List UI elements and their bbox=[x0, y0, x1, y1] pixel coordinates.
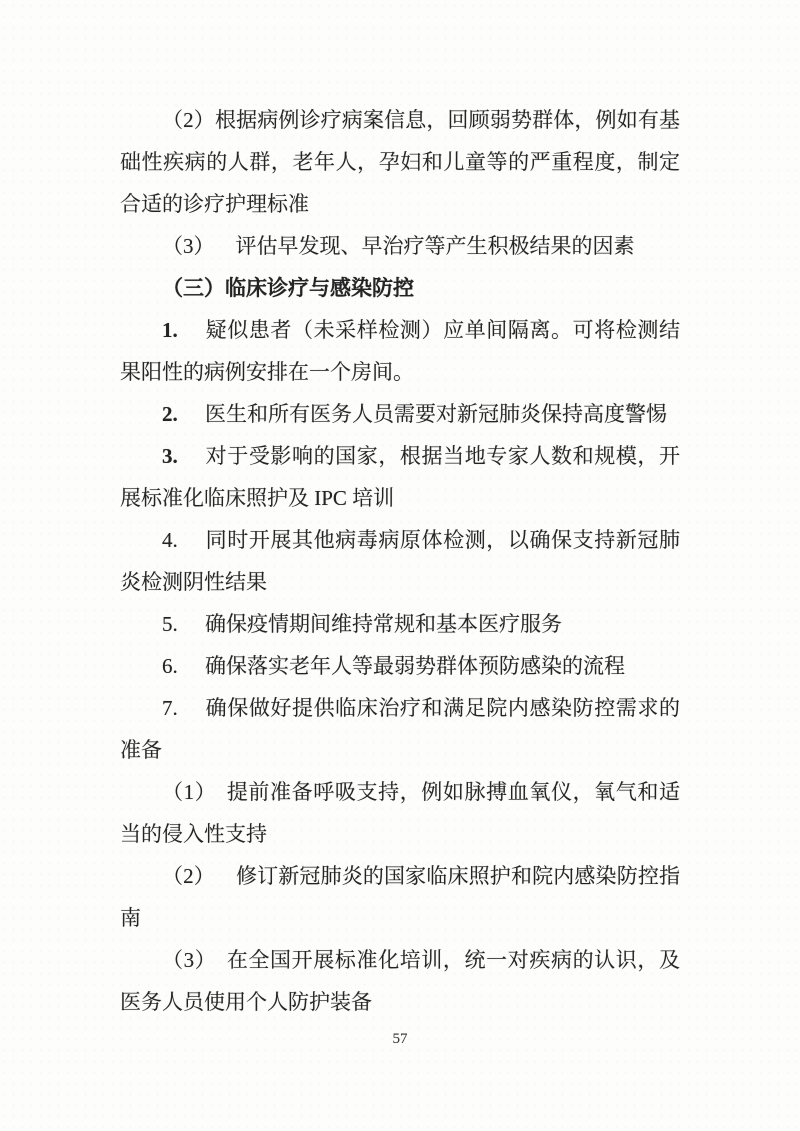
list-marker: （2） bbox=[162, 108, 215, 132]
list-marker: （3） bbox=[162, 948, 217, 972]
list-marker: 7. bbox=[162, 696, 178, 720]
paragraph bbox=[120, 687, 680, 771]
paragraph bbox=[120, 309, 680, 393]
paragraph-text: 确保做好提供临床治疗和满足院内感染防控需求的准备 bbox=[120, 696, 680, 762]
paragraph-text: 评估早发现、早治疗等产生积极结果的因素 bbox=[235, 234, 635, 258]
paragraph-text: 疑似患者（未采样检测）应单间隔离。可将检测结果阳性的病例安排在一个房间。 bbox=[120, 318, 680, 384]
paragraph-text: 医生和所有医务人员需要对新冠肺炎保持高度警惕 bbox=[205, 402, 668, 426]
paragraph-text: 确保落实老年人等最弱势群体预防感染的流程 bbox=[205, 654, 626, 678]
paragraph-text: 确保疫情期间维持常规和基本医疗服务 bbox=[205, 612, 563, 636]
list-marker: 1. bbox=[162, 318, 178, 342]
list-marker: （2） bbox=[162, 864, 215, 888]
paragraph bbox=[120, 435, 680, 519]
paragraph-text: 同时开展其他病毒病原体检测，以确保支持新冠肺炎检测阴性结果 bbox=[120, 528, 680, 594]
list-marker: 6. bbox=[162, 654, 178, 678]
paragraph bbox=[120, 645, 680, 687]
paragraph bbox=[120, 939, 680, 1023]
list-marker: 4. bbox=[162, 528, 178, 552]
paragraph bbox=[120, 855, 680, 939]
paragraph-text: 修订新冠肺炎的国家临床照护和院内感染防控指南 bbox=[120, 864, 681, 930]
paragraph-text: 对于受影响的国家，根据当地专家人数和规模，开展标准化临床照护及 IPC 培训 bbox=[120, 444, 680, 510]
paragraph-text: 在全国开展标准化培训，统一对疾病的认识，及医务人员使用个人防护装备 bbox=[120, 948, 681, 1014]
section-heading bbox=[120, 267, 680, 309]
heading-text: 临床诊疗与感染防控 bbox=[225, 276, 414, 300]
paragraph bbox=[120, 519, 680, 603]
list-marker: （1） bbox=[162, 780, 217, 804]
list-marker: 2. bbox=[162, 402, 178, 426]
paragraph bbox=[120, 225, 680, 267]
list-marker: （3） bbox=[162, 234, 215, 258]
list-marker: 3. bbox=[162, 444, 178, 468]
page-number: 57 bbox=[392, 1031, 408, 1047]
paragraph bbox=[120, 603, 680, 645]
paragraph bbox=[120, 99, 680, 225]
heading-marker: （三） bbox=[162, 276, 225, 300]
paragraph-text: 提前准备呼吸支持，例如脉搏血氧仪，氧气和适当的侵入性支持 bbox=[120, 780, 681, 846]
list-marker: 5. bbox=[162, 612, 178, 636]
paragraph bbox=[120, 393, 680, 435]
paragraph-text: 根据病例诊疗病案信息，回顾弱势群体，例如有基础性疾病的人群，老年人，孕妇和儿童等的严重程度，制定合适的诊疗护理标准 bbox=[120, 108, 680, 216]
paragraph bbox=[120, 771, 680, 855]
